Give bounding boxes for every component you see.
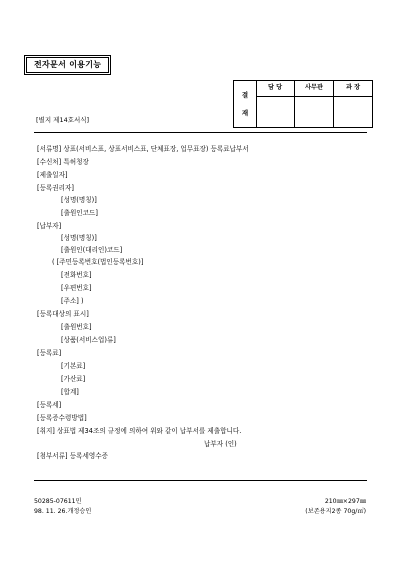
approval-sign-cell	[295, 96, 334, 127]
field-purpose-statement: [취지] 상표법 제34조의 규정에 의하여 위와 같이 납부서를 제출합니다.	[37, 427, 242, 435]
footer-approval-date: 98. 11. 26.개정승인	[34, 508, 92, 515]
field-resident-number: ( [주민등록번호(법인등록번호)]	[52, 258, 144, 266]
approval-header-staff: 담 당	[256, 81, 295, 96]
field-application-number: [출원번호]	[61, 323, 92, 331]
field-basic-fee: [기본료]	[61, 362, 86, 370]
field-registration-fee: [등록료]	[37, 349, 62, 357]
field-registration-tax: [등록세]	[37, 401, 62, 409]
field-surcharge: [가산료]	[61, 375, 86, 383]
field-holder-code: [출원인코드]	[61, 209, 98, 217]
approval-signature-row	[256, 96, 372, 127]
form-number: [별지 제14호서식]	[36, 116, 90, 124]
approval-sign-cell	[334, 96, 372, 127]
approval-side-char-2: 재	[241, 109, 249, 117]
field-phone: [전화번호]	[61, 271, 92, 279]
footer-paper-size: 210㎜×297㎜	[324, 498, 366, 505]
field-total: [합계]	[61, 388, 79, 396]
divider-top	[34, 132, 367, 133]
field-address: [주소] )	[61, 297, 84, 305]
approval-header-row	[256, 81, 372, 97]
divider-bottom	[34, 480, 367, 481]
field-recipient: [수신처] 특허청장	[37, 158, 89, 166]
field-document-name: [서류명] 상표(서비스표, 상표서비스표, 단체표장, 업무표장) 등록료납부서	[37, 145, 249, 153]
field-registration-target: [등록대상의 표시]	[37, 310, 89, 318]
field-holder-name: [성명(명칭)]	[61, 196, 97, 204]
field-postal-code: [우편번호]	[61, 284, 92, 292]
field-attachments: [첨부서류] 등록세영수증	[37, 452, 108, 460]
field-payer-code: [출원인(대리인)코드]	[61, 246, 123, 254]
approval-header-officer: 사무관	[295, 81, 334, 96]
field-goods-class: [상품(서비스업)류]	[61, 336, 116, 344]
electronic-document-banner	[24, 55, 111, 75]
field-payer-name: [성명(명칭)]	[61, 234, 97, 242]
approval-side-label	[234, 81, 257, 127]
banner-title: 전자문서 이용기능	[26, 57, 109, 73]
field-certificate-receipt: [등록증수령방법]	[37, 414, 87, 422]
footer-form-code: 50285-07611민	[34, 498, 82, 505]
field-payer: [납부자]	[37, 222, 62, 230]
footer-paper-type: (보존용지2종 70g/㎡)	[305, 508, 366, 515]
approval-sign-cell	[256, 96, 295, 127]
field-submission-date: [제출일자]	[37, 171, 68, 179]
approval-side-char-1: 결	[241, 90, 249, 99]
approval-header-chief: 과 장	[345, 84, 361, 92]
approval-box	[233, 80, 373, 128]
field-payer-signature: 납부자 (인)	[204, 440, 237, 448]
field-right-holder: [등록권리자]	[37, 184, 74, 192]
